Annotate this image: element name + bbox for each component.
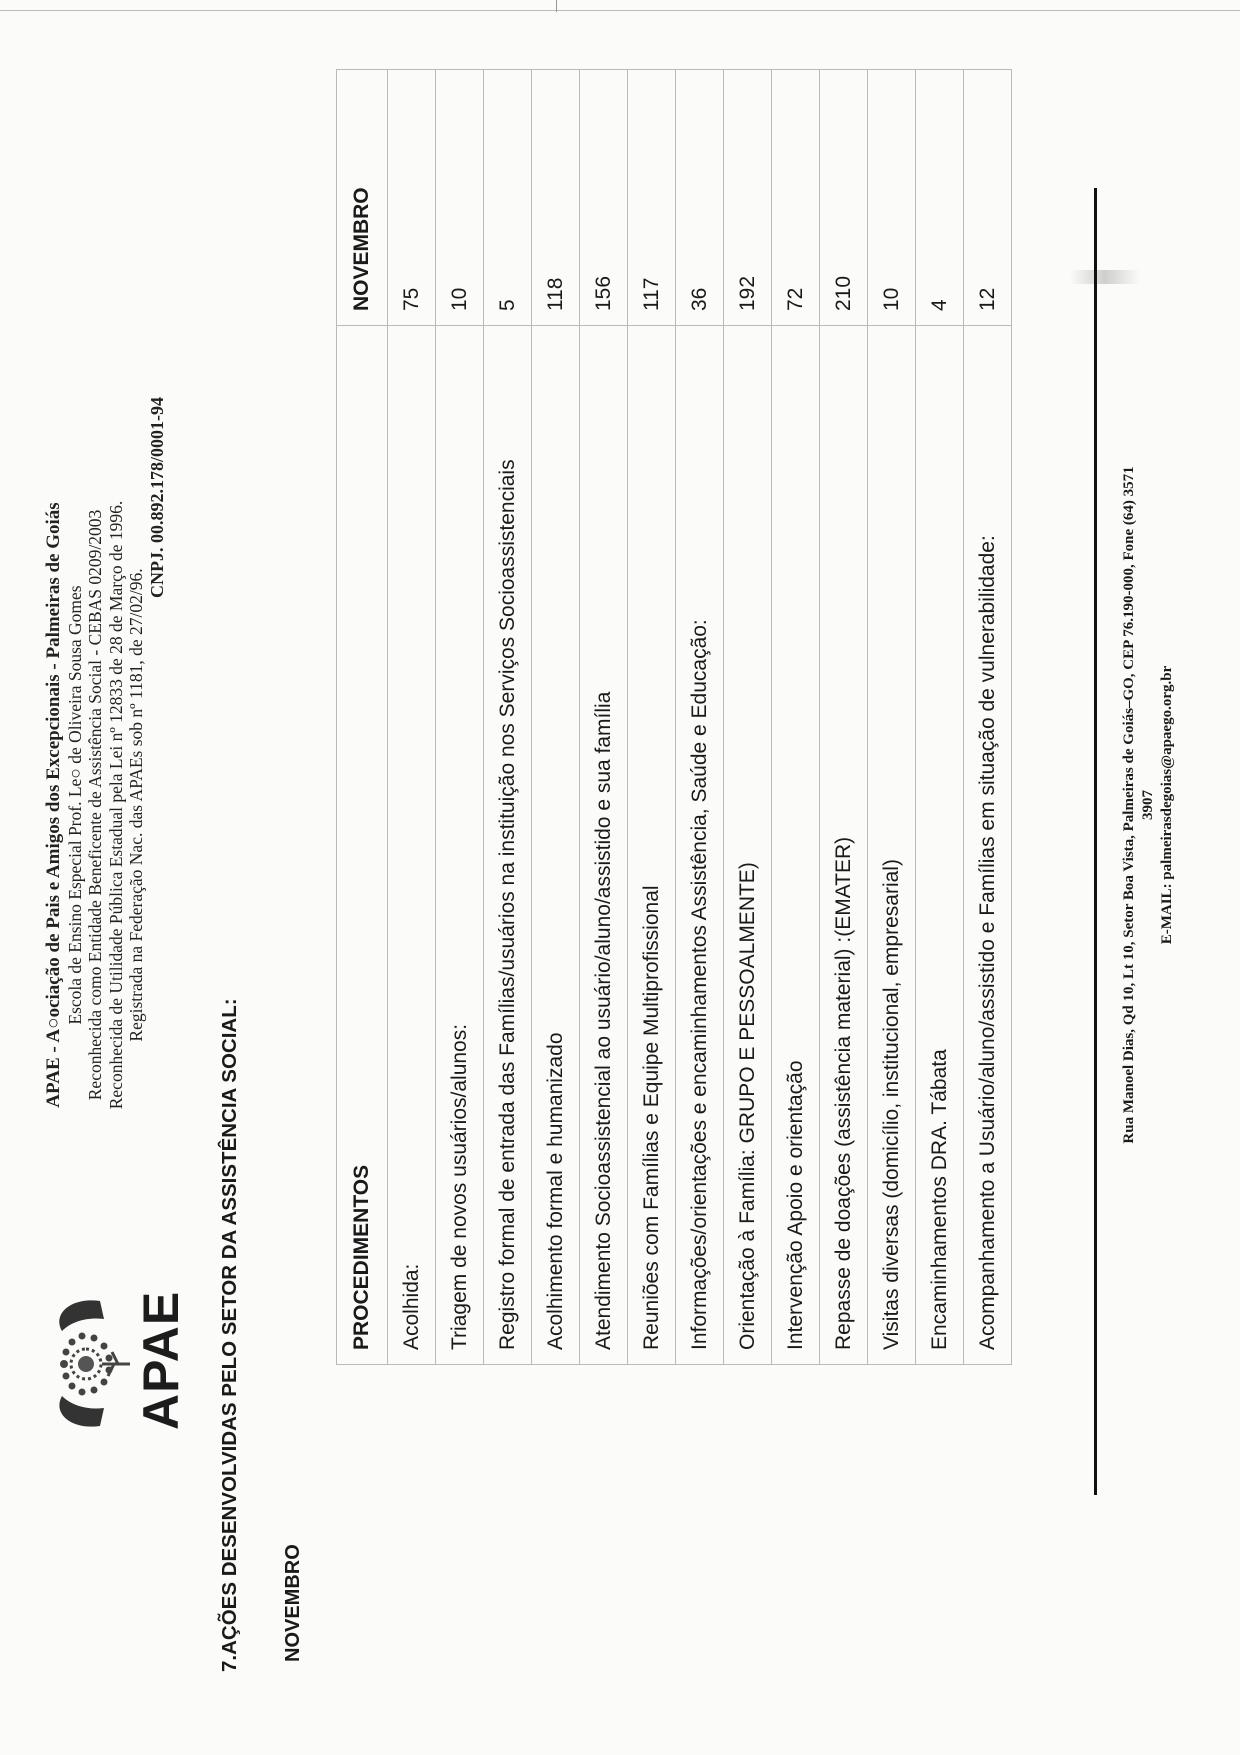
org-name: APAE - A○ociação de Pais e Amigos dos Excepcionais - Palmeiras de Goiás	[43, 502, 64, 1108]
value-cell: 4	[916, 70, 964, 326]
procedure-cell: Informações/orientações e encaminhamentos Assistência, Saúde e Educação:	[676, 326, 724, 1365]
table-row	[916, 70, 964, 1365]
procedure-cell: Intervenção Apoio e orientação	[772, 326, 820, 1365]
table-row	[964, 70, 1012, 1365]
table-row	[676, 70, 724, 1365]
table-row	[388, 70, 436, 1365]
cnpj: CNPJ. 00.892.178/0001-94	[146, 397, 167, 598]
table-row	[484, 70, 532, 1365]
table-row	[580, 70, 628, 1365]
table-row	[532, 70, 580, 1365]
cebas-recognition: Reconhecida como Entidade Beneficente de Assistência Social - CEBAS 0209/2003	[85, 509, 105, 1101]
footer-email: E-MAIL: palmeirasdegoias@apaego.org.br	[1159, 665, 1175, 945]
value-cell: 12	[964, 70, 1012, 326]
public-utility-law: Reconhecida de Utilidade Pública Estadual pela Lei nº 12833 de 28 de Março de 1996.	[105, 500, 126, 1110]
procedure-cell: Acompanhamento a Usuário/aluno/assistido e Famílias em situação de vulnerabilidade:	[964, 326, 1012, 1365]
value-cell: 117	[628, 70, 676, 326]
procedure-cell: Orientação à Família: GRUPO E PESSOALMENTE)	[724, 326, 772, 1365]
value-cell: 5	[484, 70, 532, 326]
table-row	[868, 70, 916, 1365]
school-name: Escola de Ensino Especial Prof. Le○ de Oliveira Sousa Gomes	[64, 585, 85, 1025]
value-cell: 156	[580, 70, 628, 326]
footer	[1120, 455, 1177, 1155]
month-label: NOVEMBRO	[282, 1544, 304, 1662]
value-cell: 10	[868, 70, 916, 326]
value-cell: 10	[436, 70, 484, 326]
value-cell: 75	[388, 70, 436, 326]
table-row	[820, 70, 868, 1365]
procedure-cell: Atendimento Socioassistencial ao usuário/aluno/assistido e sua família	[580, 326, 628, 1365]
procedures-table	[336, 69, 1012, 1365]
apae-logo	[42, 1291, 192, 1436]
value-cell: 192	[724, 70, 772, 326]
value-cell: 118	[532, 70, 580, 326]
procedure-cell: Acolhida:	[388, 326, 436, 1365]
section-title: 7.AÇÕES DESENVOLVIDAS PELO SETOR DA ASSISTÊNCIA SOCIAL:	[218, 998, 241, 1672]
procedure-cell: Triagem de novos usuários/alunos:	[436, 326, 484, 1365]
logo-text: APAE	[133, 1290, 189, 1430]
procedure-cell: Encaminhamentos DRA. Tábata	[916, 326, 964, 1365]
table-header-row	[337, 70, 388, 1365]
header-procedures: PROCEDIMENTOS	[337, 326, 388, 1365]
header-month: NOVEMBRO	[337, 70, 388, 326]
table-row	[628, 70, 676, 1365]
federation-registration: Registrada na Federação Nac. das APAEs sob nº 1181, de 27/02/96.	[126, 568, 146, 1042]
letterhead	[44, 395, 167, 1215]
footer-divider	[1094, 188, 1097, 1495]
footer-address: Rua Manoel Dias, Qd 10, Lt 10, Setor Boa Vista, Palmeiras de Goiás–GO, CEP 76.190-000, Fone (64) 3571 3907	[1121, 466, 1156, 1144]
procedure-cell: Repasse de doações (assistência material) :(EMATER)	[820, 326, 868, 1365]
table-row	[724, 70, 772, 1365]
value-cell: 72	[772, 70, 820, 326]
value-cell: 36	[676, 70, 724, 326]
procedure-cell: Acolhimento formal e humanizado	[532, 326, 580, 1365]
procedure-cell: Visitas diversas (domicílio, institucional, empresarial)	[868, 326, 916, 1365]
table-row	[772, 70, 820, 1365]
procedure-cell: Reuniões com Famílias e Equipe Multiprofissional	[628, 326, 676, 1365]
table-row	[436, 70, 484, 1365]
procedure-cell: Registro formal de entrada das Famílias/usuários na instituição nos Serviços Socioassistenciais	[484, 326, 532, 1365]
value-cell: 210	[820, 70, 868, 326]
